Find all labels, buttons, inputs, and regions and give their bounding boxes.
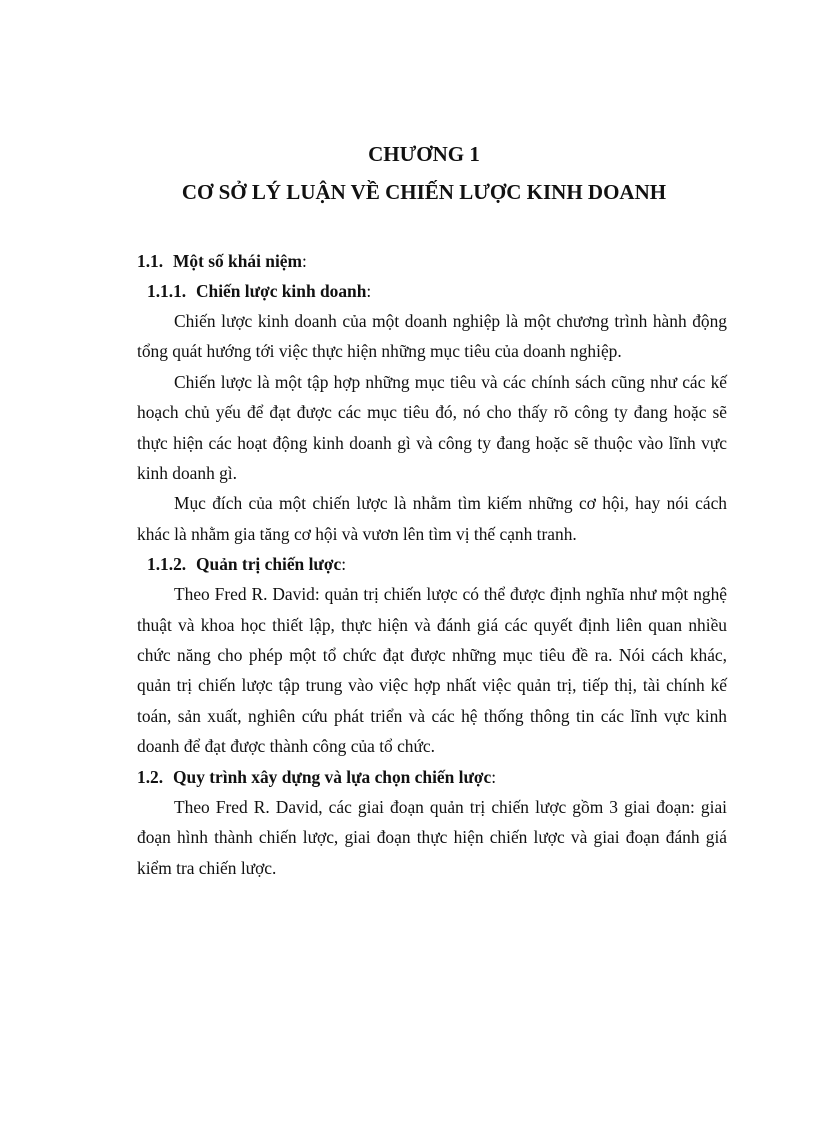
section-number: 1.2. [137, 766, 164, 787]
chapter-header [0, 141, 816, 205]
section-colon: : [366, 281, 372, 301]
section-heading-1-1-2 [137, 549, 727, 579]
paragraph: Chiến lược kinh doanh của một doanh nghiệp là một chương trình hành động tổng quát hướng tới việc thực hiện những mục tiêu của doanh nghiệp. [137, 311, 727, 362]
chapter-number: CHƯƠNG 1 [368, 142, 480, 166]
section-heading-1-1-1 [137, 276, 727, 306]
paragraph: Chiến lược là một tập hợp những mục tiêu và các chính sách cũng như các kế hoạch chủ yếu để đạt được các mục tiêu đó, nó cho thấy rõ công ty đang hoặc sẽ thực hiện các hoạt động kinh doanh gì và công ty đang hoặc sẽ thuộc vào lĩnh vực kinh doanh gì. [137, 371, 727, 484]
section-title: Quản trị chiến lược [196, 554, 342, 575]
paragraph: Theo Fred R. David, các giai đoạn quản trị chiến lược gồm 3 giai đoạn: giai đoạn hình thành chiến lược, giai đoạn thực hiện chiến lược và giai đoạn đánh giá kiểm tra chiến lược. [137, 796, 727, 878]
section-colon: : [341, 554, 347, 575]
section-number: 1.1.2. [147, 554, 187, 575]
section-title: Một số khái niệm [173, 251, 302, 271]
section-heading-1-1 [137, 246, 727, 276]
document-body [137, 246, 727, 883]
section-title: Chiến lược kinh doanh [196, 281, 367, 301]
section-number: 1.1. [137, 251, 164, 271]
chapter-title: CƠ SỞ LÝ LUẬN VỀ CHIẾN LƯỢC KINH DOANH [181, 180, 667, 204]
paragraph: Theo Fred R. David: quản trị chiến lược có thể được định nghĩa như một nghệ thuật và khoa học thiết lập, thực hiện và đánh giá các quyết định liên quan nhiều chức năng cho phép một tổ chức đạt được những mục tiêu đề ra. Nói cách khác, quản trị chiến lược tập trung vào việc hợp nhất việc quản trị, tiếp thị, tài chính kế toán, sản xuất, nghiên cứu phát triển và các hệ thống thông tin các lĩnh vực kinh doanh để đạt được thành công của tổ chức. [137, 584, 727, 757]
section-title: Quy trình xây dựng và lựa chọn chiến lược [173, 766, 492, 787]
section-colon: : [491, 766, 497, 787]
section-colon: : [302, 251, 307, 271]
section-heading-1-2 [137, 762, 727, 792]
paragraph: Mục đích của một chiến lược là nhằm tìm kiếm những cơ hội, hay nói cách khác là nhằm gia tăng cơ hội và vươn lên tìm vị thế cạnh tranh. [137, 493, 727, 544]
section-number: 1.1.1. [147, 281, 187, 301]
